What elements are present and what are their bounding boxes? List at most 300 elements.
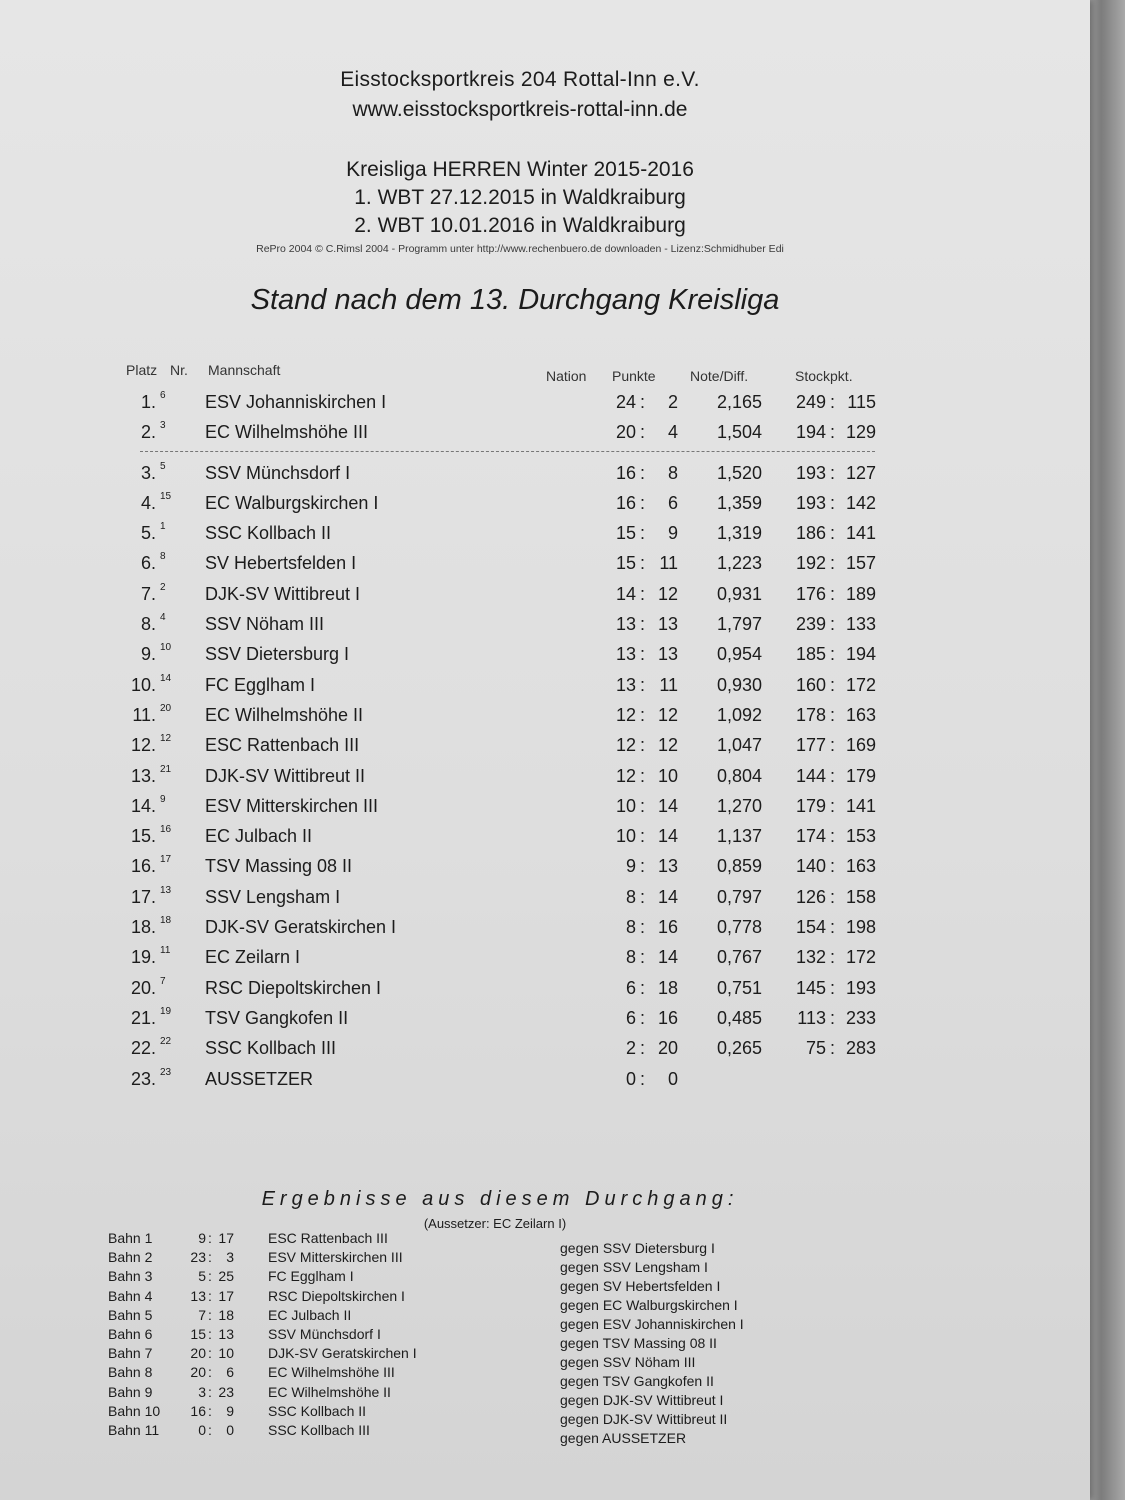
team-number: 1 xyxy=(160,521,166,533)
points-won: 24 xyxy=(615,392,636,412)
team-number: 7 xyxy=(160,975,166,987)
score-home: 15 xyxy=(190,1325,206,1342)
stock-separator: : xyxy=(830,674,836,695)
stock-points-for: 193 xyxy=(795,492,826,513)
stock-points-for: 192 xyxy=(795,553,826,574)
lane-label: Bahn 5 xyxy=(108,1306,153,1323)
quotient: 1,223 xyxy=(716,553,762,574)
points-won: 8 xyxy=(625,947,636,968)
points-separator: : xyxy=(640,553,646,574)
stock-points-against: 115 xyxy=(847,392,876,412)
points-separator: : xyxy=(640,886,646,907)
team-name: ESV Mitterskirchen III xyxy=(205,795,379,816)
table-row xyxy=(0,390,1040,420)
points-lost: 8 xyxy=(667,462,678,483)
points-lost: 14 xyxy=(657,826,678,847)
home-team: FC Egglham I xyxy=(268,1268,354,1285)
home-team: SSC Kollbach III xyxy=(268,1421,370,1438)
result-row xyxy=(0,1326,1040,1345)
stock-points-for: 185 xyxy=(795,644,826,665)
team-name: SSC Kollbach II xyxy=(205,523,332,544)
stock-separator: : xyxy=(830,614,836,635)
stock-points-against: 172 xyxy=(845,947,876,968)
points-won: 12 xyxy=(615,735,636,756)
score-separator: : xyxy=(208,1230,212,1246)
team-number: 14 xyxy=(160,672,172,684)
stock-separator: : xyxy=(830,826,836,847)
score-separator: : xyxy=(208,1249,212,1266)
stock-points-against: 163 xyxy=(845,856,876,877)
score-away: 18 xyxy=(218,1306,234,1323)
team-number: 5 xyxy=(160,460,166,472)
score-away: 3 xyxy=(226,1249,234,1266)
quotient: 1,359 xyxy=(716,492,762,513)
stock-points-against: 169 xyxy=(845,735,876,756)
score-home: 7 xyxy=(198,1306,206,1323)
stock-points-against: 163 xyxy=(845,704,876,725)
points-separator: : xyxy=(640,1068,646,1089)
team-name: EC Walburgskirchen I xyxy=(205,492,379,513)
team-number: 12 xyxy=(160,733,172,745)
stock-points-for: 160 xyxy=(795,674,826,695)
quotient: 1,137 xyxy=(716,826,762,847)
standings-table xyxy=(0,390,1040,1097)
team-name: SSV Münchsdorf I xyxy=(205,462,351,483)
points-separator: : xyxy=(640,492,646,513)
team-name: ESC Rattenbach III xyxy=(205,735,360,756)
points-separator: : xyxy=(640,977,646,998)
stock-separator: : xyxy=(830,704,836,725)
home-team: ESC Rattenbach III xyxy=(268,1230,388,1246)
col-note: Note/Diff. xyxy=(690,368,749,384)
results-list xyxy=(0,1230,1040,1441)
stock-points-for: 179 xyxy=(795,795,826,816)
rank: 22. xyxy=(130,1038,156,1059)
stock-points-against: 141 xyxy=(845,795,876,816)
table-row xyxy=(0,764,1040,794)
home-team: ESV Mitterskirchen III xyxy=(268,1249,403,1266)
wbt-1-line: 1. WBT 27.12.2015 in Waldkraiburg xyxy=(354,186,686,209)
quotient: 0,767 xyxy=(716,947,762,968)
team-number: 4 xyxy=(160,612,166,624)
team-name: RSC Diepoltskirchen I xyxy=(205,977,382,998)
points-separator: : xyxy=(640,583,646,604)
stock-points-against: 189 xyxy=(845,583,876,604)
stock-separator: : xyxy=(830,492,836,513)
lane-label: Bahn 6 xyxy=(108,1325,153,1342)
points-lost: 4 xyxy=(667,422,678,443)
quotient: 1,504 xyxy=(716,422,762,443)
result-row xyxy=(0,1384,1040,1403)
points-separator: : xyxy=(640,1038,646,1059)
points-separator: : xyxy=(640,826,646,847)
opponent-team: gegen EC Walburgskirchen I xyxy=(560,1297,738,1313)
rank: 21. xyxy=(130,1007,156,1028)
home-team: DJK-SV Geratskirchen I xyxy=(268,1345,417,1362)
quotient: 0,797 xyxy=(716,886,762,907)
rank: 5. xyxy=(140,523,156,544)
score-away: 17 xyxy=(218,1230,234,1246)
points-won: 10 xyxy=(615,795,636,816)
team-name: SV Hebertsfelden I xyxy=(205,553,357,574)
table-row xyxy=(0,794,1040,824)
rank: 14. xyxy=(130,795,156,816)
points-won: 9 xyxy=(625,856,636,877)
quotient: 0,485 xyxy=(716,1007,762,1028)
team-number: 10 xyxy=(160,642,172,654)
points-lost: 16 xyxy=(657,1007,678,1028)
results-subtitle: (Aussetzer: EC Zeilarn I) xyxy=(423,1216,567,1231)
stock-separator: : xyxy=(830,1007,836,1028)
points-lost: 13 xyxy=(657,614,678,635)
team-name: DJK-SV Wittibreut II xyxy=(205,765,366,786)
stock-separator: : xyxy=(830,462,836,483)
rank: 15. xyxy=(130,826,156,847)
team-number: 21 xyxy=(160,763,172,775)
stock-points-against: 198 xyxy=(845,917,876,938)
points-lost: 14 xyxy=(657,795,678,816)
points-separator: : xyxy=(640,917,646,938)
points-won: 12 xyxy=(615,704,636,725)
quotient: 0,859 xyxy=(716,856,762,877)
rank: 20. xyxy=(130,977,156,998)
table-gap xyxy=(0,451,1040,461)
team-name: DJK-SV Geratskirchen I xyxy=(205,917,397,938)
quotient: 0,751 xyxy=(716,977,762,998)
team-number: 16 xyxy=(160,824,172,836)
points-won: 12 xyxy=(615,765,636,786)
opponents-list xyxy=(560,1240,744,1449)
score-separator: : xyxy=(208,1306,212,1323)
team-name: SSV Dietersburg I xyxy=(205,644,350,665)
points-lost: 10 xyxy=(657,765,678,786)
quotient: 0,954 xyxy=(716,644,762,665)
team-name: TSV Gangkofen II xyxy=(205,1007,349,1028)
lane-label: Bahn 10 xyxy=(108,1402,161,1419)
stock-points-against: 157 xyxy=(845,553,876,574)
table-row xyxy=(0,945,1040,975)
rank: 18. xyxy=(130,917,156,938)
points-won: 15 xyxy=(615,553,636,574)
points-lost: 11 xyxy=(659,674,678,695)
score-home: 0 xyxy=(198,1421,206,1438)
score-separator: : xyxy=(208,1421,212,1438)
points-lost: 13 xyxy=(657,644,678,665)
table-row xyxy=(0,885,1040,915)
team-number: 15 xyxy=(160,490,172,502)
team-number: 9 xyxy=(160,793,166,805)
points-won: 8 xyxy=(625,917,636,938)
stock-points-against: 153 xyxy=(845,826,876,847)
lane-label: Bahn 2 xyxy=(108,1249,153,1266)
score-home: 23 xyxy=(190,1249,206,1266)
team-number: 2 xyxy=(160,581,166,593)
stock-points-for: 75 xyxy=(805,1038,826,1059)
stock-points-against: 179 xyxy=(845,765,876,786)
rank: 6. xyxy=(140,553,156,574)
points-separator: : xyxy=(640,856,646,877)
stock-separator: : xyxy=(830,795,836,816)
stock-points-for: 140 xyxy=(795,856,826,877)
opponent-team: gegen SSV Dietersburg I xyxy=(560,1240,715,1256)
table-row xyxy=(0,1036,1040,1066)
rank: 7. xyxy=(140,583,156,604)
team-name: SSV Nöham III xyxy=(205,614,325,635)
result-row xyxy=(0,1345,1040,1364)
quotient: 0,265 xyxy=(716,1038,762,1059)
stock-separator: : xyxy=(830,583,836,604)
stock-points-for: 144 xyxy=(795,765,826,786)
points-won: 2 xyxy=(625,1038,636,1059)
points-won: 6 xyxy=(625,977,636,998)
opponent-team: gegen DJK-SV Wittibreut I xyxy=(560,1392,724,1408)
points-won: 14 xyxy=(615,583,636,604)
table-row xyxy=(0,824,1040,854)
opponent-team: gegen TSV Massing 08 II xyxy=(560,1335,717,1351)
score-away: 6 xyxy=(226,1364,234,1381)
points-won: 15 xyxy=(615,523,636,544)
score-away: 25 xyxy=(218,1268,234,1285)
team-number: 19 xyxy=(160,1005,172,1017)
rank: 16. xyxy=(130,856,156,877)
repro-note: RePro 2004 © C.Rimsl 2004 - Programm unter http://www.rechenbuero.de downloaden - Lizenz:Schmidhuber Edi xyxy=(256,243,784,255)
stock-separator: : xyxy=(830,856,836,877)
points-won: 13 xyxy=(615,644,636,665)
stock-separator: : xyxy=(830,977,836,998)
team-name: EC Wilhelmshöhe III xyxy=(205,422,369,443)
wbt-2-line: 2. WBT 10.01.2016 in Waldkraiburg xyxy=(354,214,686,237)
points-won: 16 xyxy=(615,462,636,483)
stock-points-for: 174 xyxy=(795,826,826,847)
stock-points-against: 142 xyxy=(845,492,876,513)
points-lost: 16 xyxy=(657,917,678,938)
org-url: www.eisstocksportkreis-rottal-inn.de xyxy=(352,98,688,121)
team-name: AUSSETZER xyxy=(205,1068,314,1089)
lane-label: Bahn 9 xyxy=(108,1383,153,1400)
rank: 12. xyxy=(130,735,156,756)
stock-points-for: 193 xyxy=(795,462,826,483)
rank: 8. xyxy=(140,614,156,635)
team-number: 11 xyxy=(160,945,171,957)
table-row xyxy=(0,1006,1040,1036)
stock-points-for: 249 xyxy=(795,392,826,412)
points-separator: : xyxy=(640,523,646,544)
points-won: 6 xyxy=(625,1007,636,1028)
points-separator: : xyxy=(640,462,646,483)
stock-separator: : xyxy=(830,523,836,544)
points-separator: : xyxy=(640,614,646,635)
team-name: DJK-SV Wittibreut I xyxy=(205,583,361,604)
stock-separator: : xyxy=(830,886,836,907)
team-name: EC Julbach II xyxy=(205,826,313,847)
lane-label: Bahn 1 xyxy=(108,1230,153,1246)
home-team: EC Wilhelmshöhe III xyxy=(268,1364,395,1381)
table-row xyxy=(0,642,1040,672)
points-separator: : xyxy=(640,947,646,968)
col-platz: Platz xyxy=(126,362,158,378)
stock-separator: : xyxy=(830,392,836,412)
score-separator: : xyxy=(208,1325,212,1342)
score-separator: : xyxy=(208,1287,212,1304)
stock-points-for: 177 xyxy=(795,735,826,756)
score-home: 3 xyxy=(198,1383,206,1400)
lane-label: Bahn 7 xyxy=(108,1345,153,1362)
score-away: 17 xyxy=(218,1287,234,1304)
stock-separator: : xyxy=(830,553,836,574)
quotient: 0,930 xyxy=(716,674,762,695)
opponent-team: gegen DJK-SV Wittibreut II xyxy=(560,1411,728,1427)
stock-points-for: 113 xyxy=(797,1007,826,1028)
score-away: 13 xyxy=(218,1325,234,1342)
points-separator: : xyxy=(640,704,646,725)
points-won: 13 xyxy=(615,674,636,695)
points-lost: 14 xyxy=(657,947,678,968)
stock-points-for: 186 xyxy=(795,523,826,544)
team-number: 13 xyxy=(160,884,172,896)
points-separator: : xyxy=(640,644,646,665)
points-won: 10 xyxy=(615,826,636,847)
opponent-team: gegen SSV Nöham III xyxy=(560,1354,696,1370)
stock-points-against: 194 xyxy=(845,644,876,665)
stock-points-for: 132 xyxy=(795,947,826,968)
points-lost: 12 xyxy=(657,704,678,725)
quotient: 1,270 xyxy=(716,795,762,816)
home-team: SSC Kollbach II xyxy=(268,1402,367,1419)
result-row xyxy=(0,1307,1040,1326)
stock-points-against: 158 xyxy=(845,886,876,907)
table-row xyxy=(0,1067,1040,1097)
home-team: RSC Diepoltskirchen I xyxy=(268,1287,405,1304)
score-away: 0 xyxy=(226,1421,234,1438)
results-title: Ergebnisse aus diesem Durchgang: xyxy=(261,1188,739,1210)
stock-points-against: 193 xyxy=(845,977,876,998)
stock-separator: : xyxy=(830,644,836,665)
table-row xyxy=(0,733,1040,763)
points-lost: 20 xyxy=(657,1038,678,1059)
lane-label: Bahn 11 xyxy=(108,1421,160,1438)
team-number: 8 xyxy=(160,551,166,563)
table-row xyxy=(0,521,1040,551)
table-row xyxy=(0,420,1040,450)
league-title: Kreisliga HERREN Winter 2015-2016 xyxy=(346,158,694,181)
lane-label: Bahn 4 xyxy=(108,1287,153,1304)
result-row xyxy=(0,1249,1040,1268)
team-name: EC Wilhelmshöhe II xyxy=(205,704,364,725)
points-lost: 12 xyxy=(657,735,678,756)
score-separator: : xyxy=(208,1402,212,1419)
points-separator: : xyxy=(640,392,646,412)
table-row xyxy=(0,582,1040,612)
opponent-team: gegen AUSSETZER xyxy=(560,1430,687,1446)
score-away: 10 xyxy=(218,1345,234,1362)
points-separator: : xyxy=(640,422,646,443)
stock-points-against: 133 xyxy=(845,614,876,635)
result-row xyxy=(0,1403,1040,1422)
score-separator: : xyxy=(208,1345,212,1362)
quotient: 1,797 xyxy=(716,614,762,635)
stock-points-against: 172 xyxy=(845,674,876,695)
points-lost: 12 xyxy=(657,583,678,604)
stock-separator: : xyxy=(830,917,836,938)
score-home: 20 xyxy=(190,1364,206,1381)
team-number: 17 xyxy=(160,854,172,866)
stock-separator: : xyxy=(830,765,836,786)
home-team: EC Wilhelmshöhe II xyxy=(268,1383,391,1400)
col-nation: Nation xyxy=(546,368,587,384)
score-home: 13 xyxy=(190,1287,206,1304)
stock-points-for: 194 xyxy=(795,422,826,443)
score-home: 20 xyxy=(190,1345,206,1362)
result-row xyxy=(0,1364,1040,1383)
col-punkte: Punkte xyxy=(612,368,656,384)
team-name: FC Egglham I xyxy=(205,674,316,695)
points-lost: 9 xyxy=(667,523,678,544)
rank: 2. xyxy=(140,422,156,443)
score-separator: : xyxy=(208,1364,212,1381)
rank: 17. xyxy=(130,886,156,907)
quotient: 1,092 xyxy=(716,704,762,725)
table-row xyxy=(0,703,1040,733)
lane-label: Bahn 8 xyxy=(108,1364,153,1381)
stock-points-for: 239 xyxy=(795,614,826,635)
rank: 11. xyxy=(132,704,156,725)
quotient: 1,319 xyxy=(716,523,762,544)
score-separator: : xyxy=(208,1383,212,1400)
points-separator: : xyxy=(640,735,646,756)
quotient: 2,165 xyxy=(716,392,762,412)
points-lost: 11 xyxy=(659,553,678,574)
score-separator: : xyxy=(208,1268,212,1285)
stock-points-for: 145 xyxy=(795,977,826,998)
score-home: 5 xyxy=(198,1268,206,1285)
result-row xyxy=(0,1288,1040,1307)
team-number: 3 xyxy=(160,420,166,432)
points-lost: 6 xyxy=(667,492,678,513)
points-lost: 13 xyxy=(657,856,678,877)
stock-separator: : xyxy=(830,735,836,756)
points-lost: 18 xyxy=(657,977,678,998)
rank: 13. xyxy=(130,765,156,786)
stock-points-for: 126 xyxy=(795,886,826,907)
result-row xyxy=(0,1268,1040,1287)
stock-points-against: 283 xyxy=(845,1038,876,1059)
org-name: Eisstocksportkreis 204 Rottal-Inn e.V. xyxy=(340,68,700,91)
rank: 10. xyxy=(130,674,156,695)
rank: 4. xyxy=(140,492,156,513)
col-stockpkt: Stockpkt. xyxy=(795,368,853,384)
opponent-team: gegen TSV Gangkofen II xyxy=(560,1373,714,1389)
stock-points-for: 154 xyxy=(795,917,826,938)
rank: 3. xyxy=(140,462,156,483)
points-won: 20 xyxy=(615,422,636,443)
rank: 19. xyxy=(130,947,156,968)
opponent-team: gegen ESV Johanniskirchen I xyxy=(560,1316,744,1332)
points-separator: : xyxy=(640,795,646,816)
table-row xyxy=(0,976,1040,1006)
rank: 9. xyxy=(140,644,156,665)
stock-separator: : xyxy=(830,1038,836,1059)
table-row xyxy=(0,461,1040,491)
quotient: 0,804 xyxy=(716,765,762,786)
points-lost: 14 xyxy=(657,886,678,907)
home-team: SSV Münchsdorf I xyxy=(268,1325,381,1342)
quotient: 0,778 xyxy=(716,917,762,938)
score-home: 9 xyxy=(198,1230,206,1246)
team-name: ESV Johanniskirchen I xyxy=(205,392,387,412)
quotient: 0,931 xyxy=(716,583,762,604)
team-name: SSC Kollbach III xyxy=(205,1038,337,1059)
col-nr: Nr. xyxy=(170,362,188,378)
